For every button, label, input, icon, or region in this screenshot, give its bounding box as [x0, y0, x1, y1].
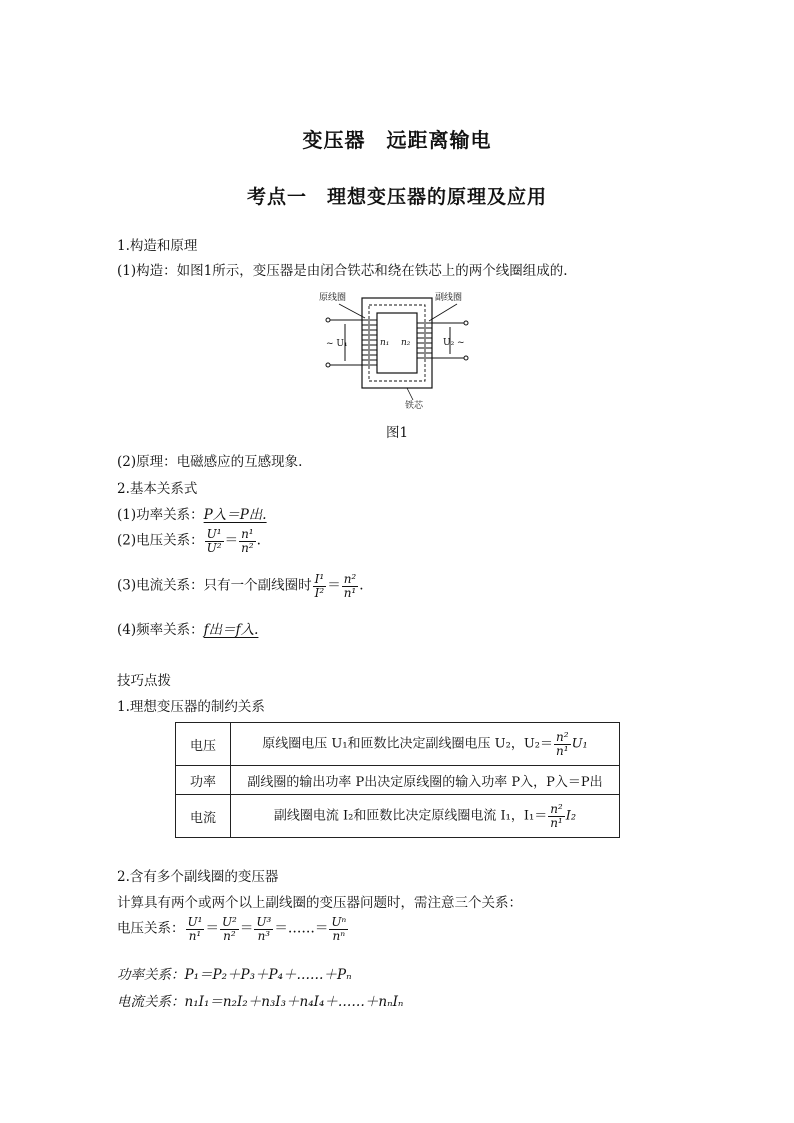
secondary-coil-label: 副线圈 [435, 293, 463, 303]
figure-caption: 图1 [385, 425, 409, 441]
heading-basic-relations: 2.基本关系式 [117, 481, 198, 497]
table-row [176, 795, 620, 838]
primary-coil [362, 320, 377, 365]
multi-heading: 2.含有多个副线圈的变压器 [117, 869, 279, 885]
secondary-coil [417, 323, 432, 358]
current-relation: (3)电流关系：只有一个副线圈时 $\frac{\text{I¹}}{\text{I²}}$ ＝ $\frac{\text{n²}}{\text{n¹}}$ . [117, 572, 364, 600]
n1-label: n₁ [380, 338, 390, 348]
voltage-relation: (2)电压关系： $\frac{\text{U¹}}{\text{U²}}$ ＝ $\frac{\text{n¹}}{\text{n²}}$ . [117, 527, 261, 555]
tips-heading: 技巧点拨 [117, 673, 171, 689]
row-value: 副线圈电流 I₂和匝数比决定原线圈电流 I₁，I₁＝ $\frac{\text{n²}}{\text{n¹}}$ I₂ [231, 795, 620, 838]
n2-label: n₂ [401, 338, 411, 348]
power-formula: P入＝P出. [203, 507, 267, 523]
section-title: 考点一 理想变压器的原理及应用 [246, 186, 547, 208]
principle-text: (2)原理：电磁感应的互感现象. [117, 454, 303, 470]
frequency-relation: (4)频率关系：f出＝f入. [117, 622, 259, 638]
row-key: 功率 [176, 766, 231, 795]
structure-text: (1)构造：如图1所示，变压器是由闭合铁芯和绕在铁芯上的两个线圈组成的. [117, 263, 568, 279]
multi-current-relation: 电流关系：n₁I₁＝n₂I₂＋n₃I₃＋n₄I₄＋……＋nₙIₙ [117, 994, 404, 1010]
row-key: 电压 [176, 723, 231, 766]
row-value: 副线圈的输出功率 P出决定原线圈的输入功率 P入，P入＝P出 [231, 766, 620, 795]
transformer-diagram [317, 290, 477, 415]
multi-voltage-relation: 电压关系： $\frac{\text{U¹}}{\text{n¹}}$ ＝ $\frac{\text{U²}}{\text{n²}}$ ＝ $\frac{\text{U³}}{\text{n³}}$ ＝……＝ $\frac{\text{Uⁿ}}{\text{nⁿ}}$ [117, 915, 347, 943]
power-relation: (1)功率关系：P入＝P出. [117, 507, 267, 523]
heading-structure-principle: 1.构造和原理 [117, 238, 198, 254]
frequency-formula: f出＝f入. [203, 622, 259, 638]
constraint-table [175, 722, 620, 838]
primary-coil-label: 原线圈 [319, 293, 347, 303]
page-title: 变压器 远距离输电 [302, 128, 492, 152]
row-key: 电流 [176, 795, 231, 838]
table-row [176, 723, 620, 766]
multi-power-relation: 功率关系：P₁＝P₂＋P₃＋P₄＋……＋Pₙ [117, 967, 352, 983]
u1-label: ~ U₁ [326, 339, 348, 349]
constraint-heading: 1.理想变压器的制约关系 [117, 699, 265, 715]
row-value: 原线圈电压 U₁和匝数比决定副线圈电压 U₂，U₂＝ $\frac{\text{n²}}{\text{n¹}}$ U₁ [231, 723, 620, 766]
core-label: 铁芯 [405, 401, 424, 411]
multi-intro: 计算具有两个或两个以上副线圈的变压器问题时，需注意三个关系： [117, 895, 522, 911]
table-row [176, 766, 620, 795]
u2-label: U₂ ~ [443, 338, 465, 348]
